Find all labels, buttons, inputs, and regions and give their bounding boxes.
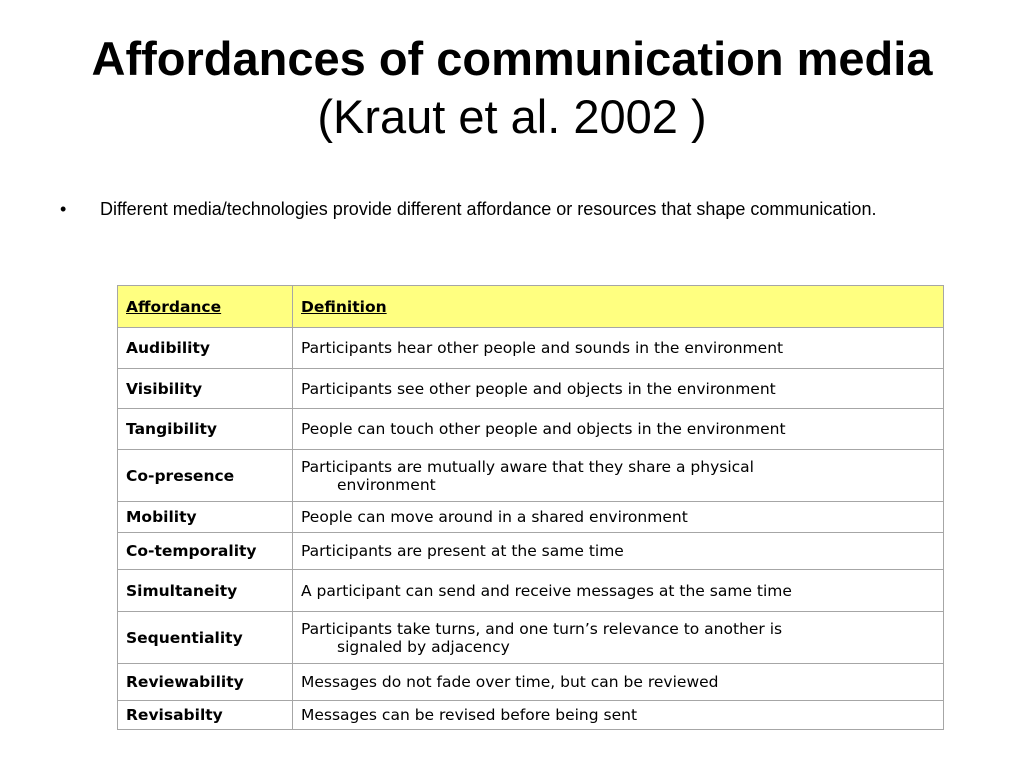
affordance-term: Sequentiality: [118, 612, 293, 664]
table-row: [118, 369, 944, 409]
definition-text: People can move around in a shared environment: [301, 508, 688, 526]
affordance-definition: [293, 533, 944, 570]
bullet-text: Different media/technologies provide different affordance or resources that shape communication.: [100, 199, 877, 219]
affordance-definition: [293, 450, 944, 502]
table-row: [118, 502, 944, 533]
header-affordance: Affordance: [118, 286, 293, 328]
table-row: [118, 570, 944, 612]
definition-text: A participant can send and receive messages at the same time: [301, 581, 792, 600]
table-row: [118, 612, 944, 664]
definition-text: Participants are mutually aware that they share a physical: [301, 457, 754, 476]
affordance-term: Visibility: [118, 369, 293, 409]
definition-text: Messages can be revised before being sent: [301, 706, 638, 724]
affordance-definition: [293, 701, 944, 730]
definition-text: Participants take turns, and one turn’s relevance to another is: [301, 619, 783, 638]
affordance-term: Mobility: [118, 502, 293, 533]
affordance-definition: [293, 502, 944, 533]
definition-text: Participants are present at the same time: [301, 542, 624, 560]
slide-title: [0, 30, 1024, 146]
table-row: [118, 328, 944, 369]
title-citation: (Kraut et al. 2002 ): [317, 90, 707, 143]
affordance-term: Reviewability: [118, 664, 293, 701]
table-row: [118, 450, 944, 502]
affordance-term: Co-presence: [118, 450, 293, 502]
affordance-definition: [293, 328, 944, 369]
affordance-definition: [293, 369, 944, 409]
table-header-row: [118, 286, 944, 328]
definition-text: People can touch other people and objects in the environment: [301, 420, 786, 438]
affordance-term: Simultaneity: [118, 570, 293, 612]
title-main: Affordances of communication media: [91, 32, 933, 85]
affordance-definition: [293, 409, 944, 450]
affordance-term: Tangibility: [118, 409, 293, 450]
definition-text: Participants hear other people and sounds in the environment: [301, 339, 784, 357]
affordance-definition: [293, 612, 944, 664]
definition-continuation: environment: [337, 475, 436, 494]
bullet-marker: •: [60, 199, 67, 219]
header-definition: Definition: [293, 286, 944, 328]
table-row: [118, 664, 944, 701]
table-row: [118, 409, 944, 450]
definition-text: Messages do not fade over time, but can be reviewed: [301, 673, 719, 691]
affordance-term: Co-temporality: [118, 533, 293, 570]
table-row: [118, 533, 944, 570]
affordance-table: [117, 285, 944, 730]
affordance-term: Revisabilty: [118, 701, 293, 730]
table-row: [118, 701, 944, 730]
affordance-definition: [293, 570, 944, 612]
affordance-term: Audibility: [118, 328, 293, 369]
definition-continuation: signaled by adjacency: [337, 637, 510, 656]
definition-text: Participants see other people and objects in the environment: [301, 379, 776, 398]
affordance-definition: [293, 664, 944, 701]
